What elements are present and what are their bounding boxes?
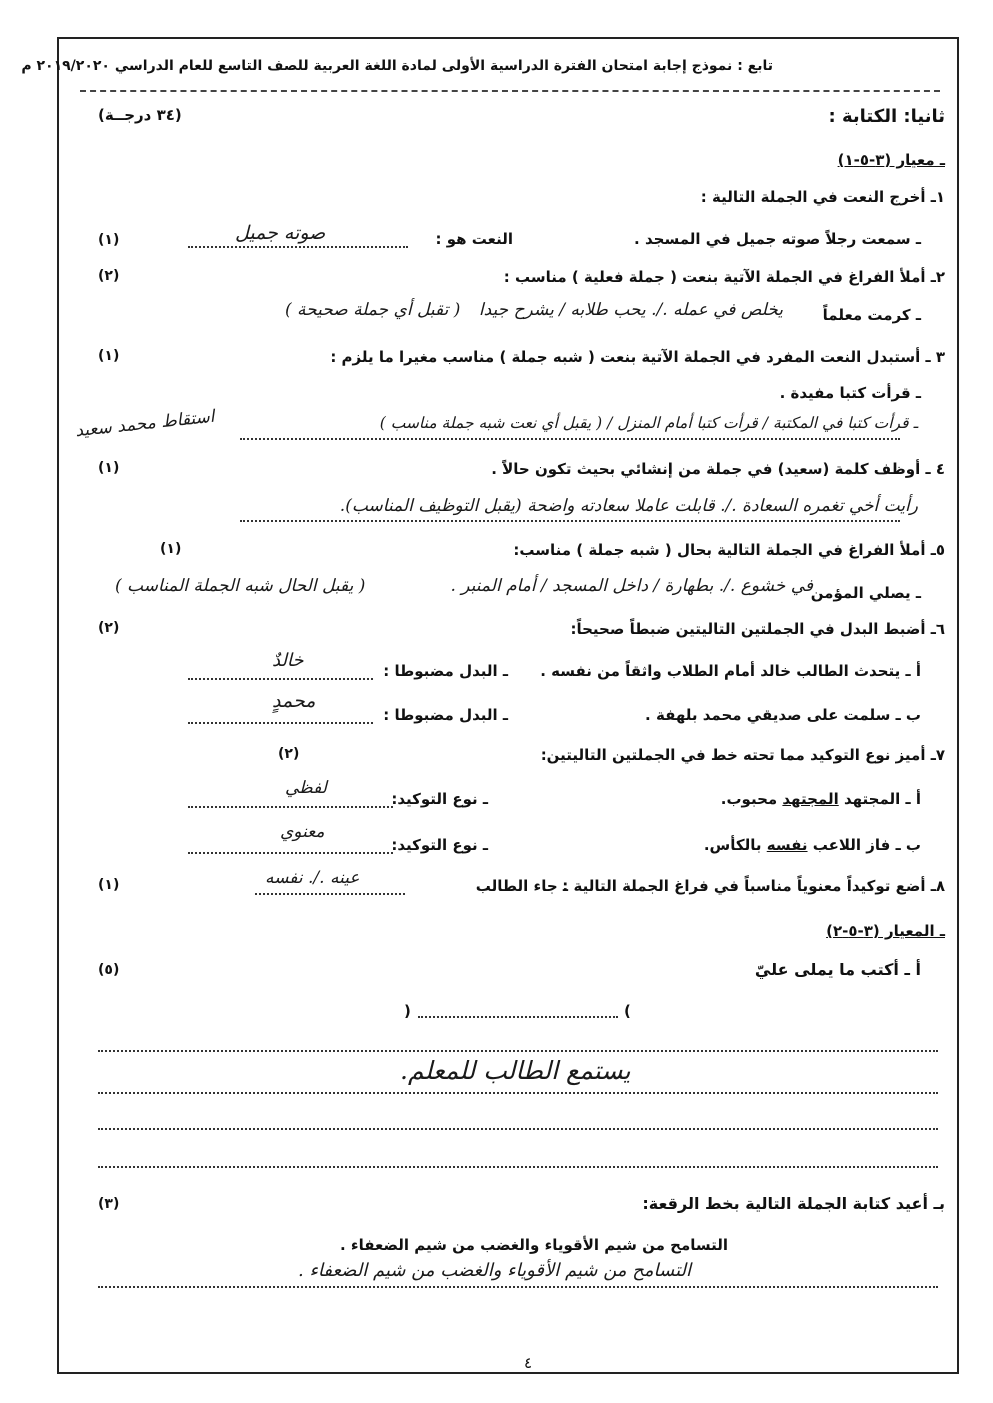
q6a-answer: خالدٌ xyxy=(272,650,304,671)
q2-answer: يخلص في عمله ./. يحب طلابه / يشرح جيدا xyxy=(478,300,783,320)
q7b-underlined: نفسه xyxy=(766,836,808,854)
dictation-paren-open: ( xyxy=(404,1002,411,1020)
dictation-line-4 xyxy=(98,1166,938,1168)
q7a-answer-line xyxy=(188,806,393,808)
q7a-sentence xyxy=(721,790,921,808)
q2-note: ( تقبل أي جملة صحيحة ) xyxy=(285,300,461,320)
q5-note: ( يقبل الحال شبه الجملة المناسب ) xyxy=(115,576,366,596)
q7b-sentence xyxy=(704,836,921,854)
ruqaa-answer-line xyxy=(98,1286,938,1288)
q6-prompt: ٦ـ أضبط البدل في الجملتين التاليتين ضبطاً صحيحاً: xyxy=(570,620,945,638)
dictation-points: (٥) xyxy=(98,962,120,978)
dictation-paren-close: ) xyxy=(624,1002,631,1020)
q3-margin-note: استقاط محمد سعيد xyxy=(74,406,216,442)
q7b-pre: ب ـ فاز اللاعب xyxy=(807,836,921,854)
q4-prompt: ٤ ـ أوظف كلمة (سعيد) في جملة من إنشائي بحيث تكون حالاً . xyxy=(491,460,945,478)
q6a-label: ـ البدل مضبوطا : xyxy=(383,662,508,680)
q2-sentence: ـ كرمت معلماً xyxy=(822,306,921,324)
q2-prompt: ٢ـ أملأ الفراغ في الجملة الآتية بنعت ( جملة فعلية ) مناسب : xyxy=(503,268,945,286)
q1-prompt: ١ـ أخرج النعت في الجملة التالية : xyxy=(700,188,945,206)
q1-points: (١) xyxy=(98,232,120,248)
q4-points: (١) xyxy=(98,460,120,476)
q7b-answer: معنوي xyxy=(280,822,325,842)
q3-points: (١) xyxy=(98,348,120,364)
q6b-answer-line xyxy=(188,722,373,724)
q7a-label: ـ نوع التوكيد: xyxy=(391,790,488,808)
q1-sentence: ـ سمعت رجلاً صوته جميل في المسجد . xyxy=(634,230,921,248)
q7b-post: بالكأس. xyxy=(703,836,767,854)
q6a-sentence: أ ـ يتحدث الطالب خالد أمام الطلاب واثقاً من نفسه . xyxy=(540,662,921,680)
q4-answer: رأيت أخي تغمره السعادة ./. قابلت عاملا سعادته واضحة (يقبل التوظيف المناسب). xyxy=(339,496,918,516)
q4-answer-line xyxy=(240,520,900,522)
criterion-1: ـ معيار (٣-٥-١) xyxy=(837,151,945,169)
q1-answer: صوته جميل xyxy=(235,222,326,244)
ruqaa-answer: التسامح من شيم الأقوياء والغضب من شيم الضعفاء . xyxy=(298,1260,691,1281)
q3-answer-line xyxy=(240,438,900,440)
q5-prompt: ٥ـ أملأ الفراغ في الجملة التالية بحال ( شبه جملة ) مناسب: xyxy=(513,541,945,559)
q6b-label: ـ البدل مضبوطا : xyxy=(383,706,508,724)
ruqaa-sentence: التسامح من شيم الأقوياء والغضب من شيم الضعفاء . xyxy=(340,1236,729,1254)
dictation-line-1 xyxy=(98,1050,938,1052)
q7b-label: ـ نوع التوكيد: xyxy=(391,836,488,854)
criterion-2: ـ المعيار (٣-٥-٢) xyxy=(826,922,945,940)
dictation-title-line xyxy=(418,1016,618,1018)
q5-answer: في خشوع ./. بطهارة / داخل المسجد / أمام المنبر . xyxy=(450,576,813,596)
q1-answer-line xyxy=(188,246,408,248)
q8-prompt: ٨ـ أضع توكيداً معنوياً مناسباً في فراغ الجملة التالية : xyxy=(562,877,945,895)
header-divider xyxy=(80,90,940,92)
q7a-pre: أ ـ المجتهد xyxy=(838,790,921,808)
q8-answer-line xyxy=(255,893,405,895)
q3-sentence: ـ قرأت كتبا مفيدة . xyxy=(779,384,921,402)
q8-answer: عينه ./. نفسه xyxy=(265,868,360,888)
q7a-underlined: المجتهد xyxy=(782,790,839,808)
ruqaa-prompt: بـ أعيد كتابة الجملة التالية بخط الرقعة: xyxy=(642,1194,945,1213)
dictation-answer: يستمع الطالب للمعلم. xyxy=(400,1056,631,1085)
q6-points: (٢) xyxy=(98,620,120,636)
q5-sentence: ـ يصلي المؤمن xyxy=(810,584,921,602)
q3-prompt: ٣ ـ أستبدل النعت المفرد في الجملة الآتية بنعت ( شبه جملة ) مناسب مغيرا ما يلزم : xyxy=(330,348,945,366)
q5-points: (١) xyxy=(160,541,182,557)
q6b-sentence: ب ـ سلمت على صديقي محمد بلهفة . xyxy=(645,706,921,724)
q7a-answer: لفظي xyxy=(285,778,327,798)
section-total: (٣٤ درجــة) xyxy=(98,106,182,124)
q7-points: (٢) xyxy=(278,746,300,762)
q7b-answer-line xyxy=(188,852,393,854)
q8-points: (١) xyxy=(98,877,120,893)
q2-points: (٢) xyxy=(98,268,120,284)
q7a-post: محبوب. xyxy=(720,790,783,808)
q1-label: النعت هو : xyxy=(435,230,513,248)
document-header: تابع : نموذج إجابة امتحان الفترة الدراسية الأولى لمادة اللغة العربية للصف التاسع للعام الدراسي ٢٠١٩/٢٠٢٠ م xyxy=(21,58,773,74)
dictation-prompt: أ ـ أكتب ما يملى عليّ xyxy=(754,960,921,979)
ruqaa-points: (٣) xyxy=(98,1196,120,1212)
q3-answer: ـ قرأت كتبا في المكتبة / قرأت كتبا أمام المنزل / ( يقبل أي نعت شبه جملة مناسب ) xyxy=(379,414,918,432)
q8-sentence: ـ جاء الطالب xyxy=(475,877,568,895)
dictation-line-2 xyxy=(98,1092,938,1094)
section-title: ثانيا: الكتابة : xyxy=(828,106,945,127)
q6b-answer: محمدٍ xyxy=(272,690,316,712)
page-number: ٤ xyxy=(524,1354,533,1372)
q6a-answer-line xyxy=(188,678,373,680)
dictation-line-3 xyxy=(98,1128,938,1130)
q7-prompt: ٧ـ أميز نوع التوكيد مما تحته خط في الجملتين التاليتين: xyxy=(540,746,945,764)
